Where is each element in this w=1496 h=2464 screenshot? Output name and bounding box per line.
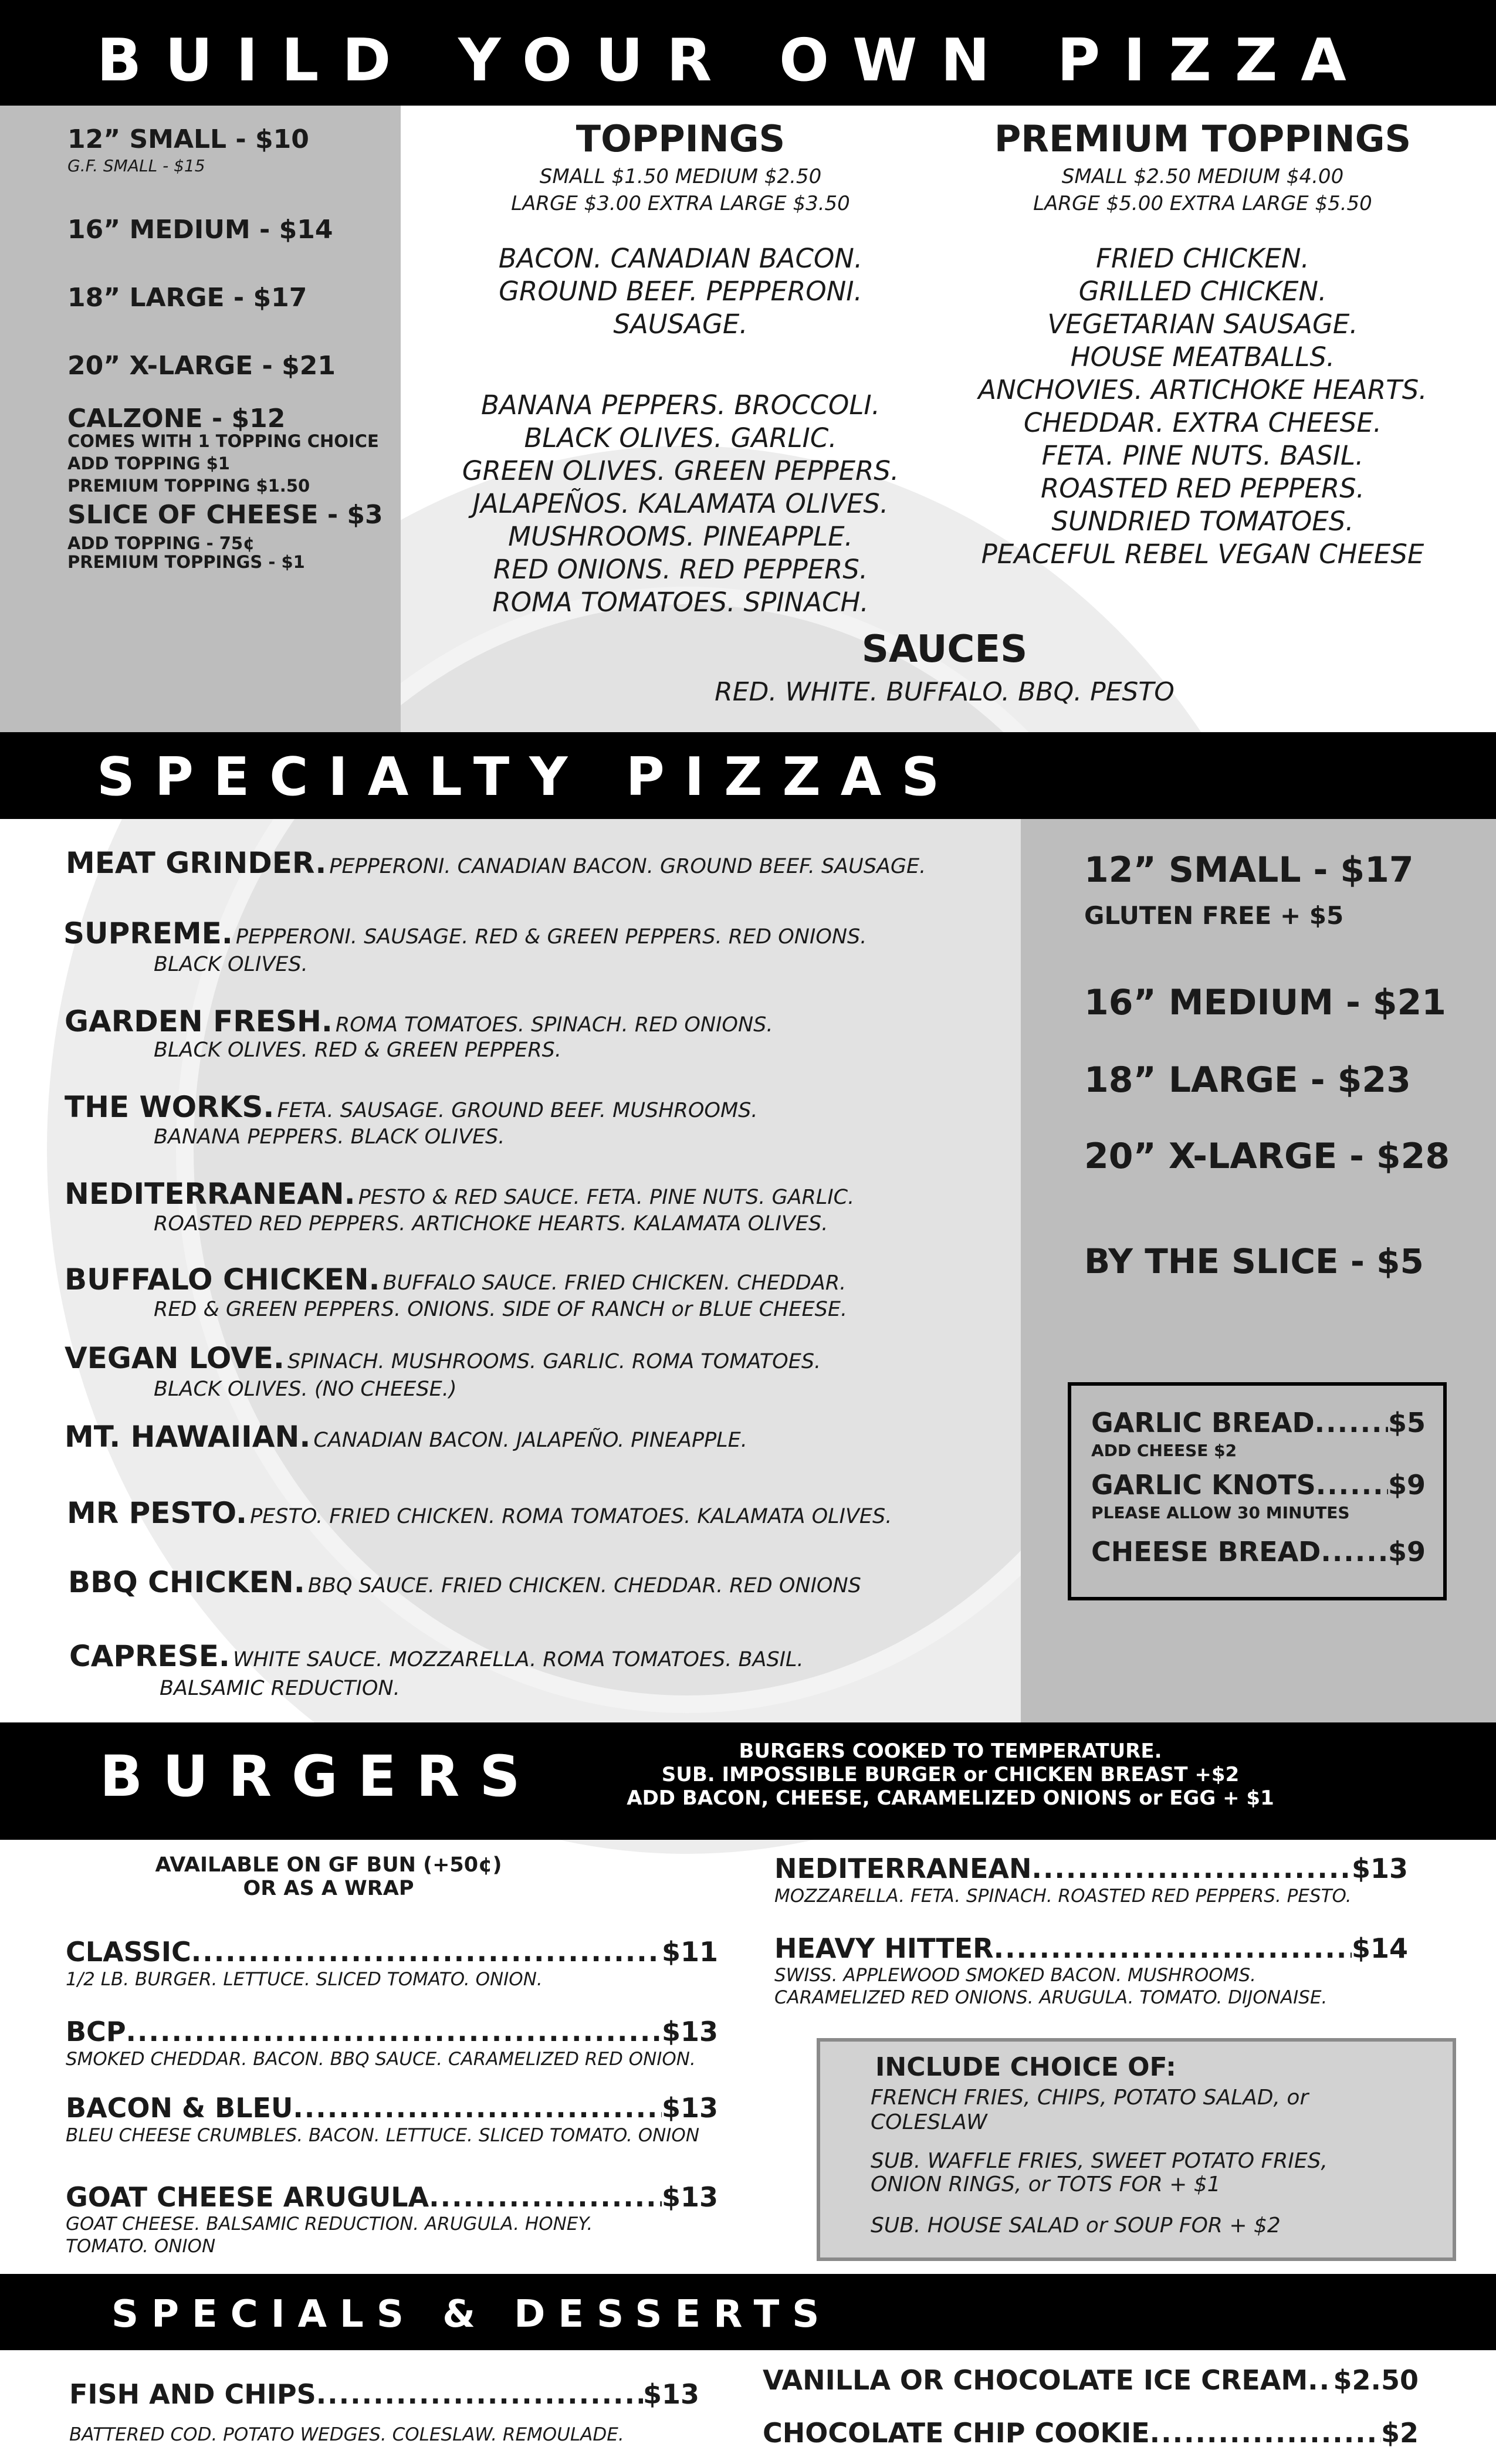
pizza-name: BUFFALO CHICKEN. [65,1263,380,1297]
specialty-pizza [68,1565,861,1599]
pizza-desc-2: BANANA PEPPERS. BLACK OLIVES. [154,1125,505,1149]
burger-item [774,1932,1408,2011]
specialty-price-slice: BY THE SLICE - $5 [1084,1241,1424,1281]
premium-item-line: GRILLED CHICKEN. [1078,276,1327,307]
premium-item-line: SUNDRIED TOMATOES. [1051,506,1354,537]
choice-line: ONION RINGS, or TOTS FOR + $1 [871,2172,1221,2196]
pizza-desc: SPINACH. MUSHROOMS. GARLIC. ROMA TOMATOES. [287,1350,821,1373]
burger-desc: SWISS. APPLEWOOD SMOKED BACON. MUSHROOMS. [774,1965,1256,1986]
topping-veg-line: MUSHROOMS. PINEAPPLE. [508,521,853,552]
side-cheese-bread [1091,1536,1426,1568]
byo-size-small: 12” SMALL - $10 [67,124,309,154]
premium-item-line: VEGETARIAN SAUSAGE. [1047,309,1358,340]
toppings-price-line: LARGE $3.00 EXTRA LARGE $3.50 [511,192,850,215]
burger-title-row [774,1932,1408,1964]
pizza-desc: PEPPERONI. SAUSAGE. RED & GREEN PEPPERS. RED ONIONS. [235,925,867,949]
topping-veg-line: BLACK OLIVES. GARLIC. [524,422,837,453]
pizza-desc: PESTO & RED SAUCE. FETA. PINE NUTS. GARLIC. [358,1186,855,1209]
choice-line: SUB. HOUSE SALAD or SOUP FOR + $2 [871,2213,1281,2238]
toppings-price-line: SMALL $1.50 MEDIUM $2.50 [539,165,822,188]
pizza-desc-2: BALSAMIC REDUCTION. [160,1677,400,1700]
sauces-title: SAUCES [861,628,1028,671]
burger-item [774,1853,1408,1907]
toppings-title: TOPPINGS [576,117,786,160]
sauces-list: RED. WHITE. BUFFALO. BBQ. PESTO [715,677,1175,707]
burger-desc: BLEU CHEESE CRUMBLES. BACON. LETTUCE. SLICED TOMATO. ONION [66,2125,700,2146]
pizza-desc: BBQ SAUCE. FRIED CHICKEN. CHEDDAR. RED ONIONS [307,1574,861,1597]
choice-line: COLESLAW [871,2110,987,2134]
pizza-desc: WHITE SAUCE. MOZZARELLA. ROMA TOMATOES. BASIL. [232,1648,804,1671]
pizza-name: THE WORKS. [65,1090,275,1124]
pizza-desc: ROMA TOMATOES. SPINACH. RED ONIONS. [335,1013,773,1037]
calzone-label: CALZONE - $12 [67,404,286,434]
specialty-title: SPECIALTY PIZZAS [97,746,960,808]
specialty-header-bar [0,732,1496,819]
burger-title-row [66,2016,718,2047]
topping-veg-line: GREEN OLIVES. GREEN PEPPERS. [462,455,899,486]
calzone-note: PREMIUM TOPPING $1.50 [67,476,310,496]
specialty-pizza [65,1004,773,1038]
pizza-name: NEDITERRANEAN. [65,1177,356,1211]
specialty-price-medium: 16” MEDIUM - $21 [1084,982,1446,1023]
pizza-desc-2: ROASTED RED PEPPERS. ARTICHOKE HEARTS. KALAMATA OLIVES. [154,1212,828,1236]
byo-size-small-gf: G.F. SMALL - $15 [67,156,205,175]
burger-item [66,2181,718,2260]
pizza-name: VEGAN LOVE. [65,1341,285,1375]
premium-item-line: FRIED CHICKEN. [1096,243,1309,274]
side-price: $9 [1387,1536,1426,1568]
sides-choice-box [817,2038,1456,2261]
byo-size-xlarge: 20” X-LARGE - $21 [67,351,336,381]
topping-veg-line: BANANA PEPPERS. BROCCOLI. [480,390,881,421]
specialty-pizza [65,1177,854,1211]
specialty-pizza [66,846,926,880]
burger-desc: CARAMELIZED RED ONIONS. ARUGULA. TOMATO. DIJONAISE. [774,1987,1328,2008]
specialty-pizza [67,1496,892,1530]
calzone-note: COMES WITH 1 TOPPING CHOICE [67,431,379,451]
special-price: $13 [642,2378,699,2410]
premium-price-line: SMALL $2.50 MEDIUM $4.00 [1061,165,1344,188]
premium-price-line: LARGE $5.00 EXTRA LARGE $5.50 [1033,192,1372,215]
pizza-name: GARDEN FRESH. [65,1004,333,1038]
burger-title-row [774,1853,1408,1884]
burger-price: $13 [661,2181,718,2213]
pizza-name: CAPRESE. [69,1639,230,1673]
special-fish-and-chips [69,2378,699,2445]
toppings-column [411,117,950,622]
specialty-pizza [63,916,867,950]
special-desc: BATTERED COD. POTATO WEDGES. COLESLAW. REMOULADE. [69,2424,624,2445]
side-name: GARLIC KNOTS [1091,1469,1316,1501]
burgers-title: BURGERS [100,1744,540,1809]
burger-desc: SMOKED CHEDDAR. BACON. BBQ SAUCE. CARAMELIZED RED ONION. [66,2049,696,2070]
side-note: PLEASE ALLOW 30 MINUTES [1091,1503,1350,1522]
pizza-name: SUPREME. [63,916,233,950]
special-title-row [69,2378,699,2410]
side-name: CHEESE BREAD [1091,1536,1321,1568]
byo-title: BUILD YOUR OWN PIZZA [97,26,1370,94]
choice-line: FRENCH FRIES, CHIPS, POTATO SALAD, or [871,2086,1309,2110]
burger-item [66,1936,718,1990]
pizza-desc: PESTO. FRIED CHICKEN. ROMA TOMATOES. KALAMATA OLIVES. [250,1505,892,1528]
burger-name: NEDITERRANEAN [774,1853,1032,1884]
premium-item-line: HOUSE MEATBALLS. [1070,341,1335,373]
burgers-notes [587,1741,1314,1812]
byo-size-medium: 16” MEDIUM - $14 [67,215,333,245]
specialty-pizza [65,1090,757,1124]
burger-price: $14 [1351,1932,1408,1964]
choice-line: SUB. WAFFLE FRIES, SWEET POTATO FRIES, [871,2149,1328,2173]
bun-note-line: OR AS A WRAP [243,1877,414,1900]
sauces-block [587,628,1302,707]
burger-desc: TOMATO. ONION [66,2236,216,2257]
burger-desc: MOZZARELLA. FETA. SPINACH. ROASTED RED PEPPERS. PESTO. [774,1886,1352,1907]
burger-price: $13 [1351,1853,1408,1884]
special-name: FISH AND CHIPS [69,2378,316,2410]
specialty-price-xlarge: 20” X-LARGE - $28 [1084,1136,1450,1177]
burger-price: $13 [661,2016,718,2047]
bun-note [106,1855,551,1902]
premium-item-line: PEACEFUL REBEL VEGAN CHEESE [981,539,1424,570]
burger-name: GOAT CHEESE ARUGULA [66,2181,429,2213]
premium-item-line: CHEDDAR. EXTRA CHEESE. [1023,407,1382,438]
pizza-name: MR PESTO. [67,1496,247,1530]
pizza-name: BBQ CHICKEN. [68,1565,305,1599]
byo-size-large: 18” LARGE - $17 [67,283,307,313]
choice-title: INCLUDE CHOICE OF: [875,2052,1176,2082]
dessert-name: CHOCOLATE CHIP COOKIE [763,2417,1150,2449]
sides-box [1068,1382,1447,1600]
pizza-desc-2: BLACK OLIVES. RED & GREEN PEPPERS. [154,1038,561,1062]
topping-meat-line: SAUSAGE. [613,309,748,340]
burger-name: BACON & BLEU [66,2092,293,2124]
specials-title: SPECIALS & DESSERTS [111,2293,832,2336]
burger-title-row [66,2092,718,2124]
premium-item-line: ROASTED RED PEPPERS. [1041,473,1365,504]
dessert-price: $2.50 [1333,2364,1419,2396]
burger-title-row [66,1936,718,1968]
burger-desc: GOAT CHEESE. BALSAMIC REDUCTION. ARUGULA. HONEY. [66,2213,593,2235]
pizza-name: MT. HAWAIIAN. [65,1420,311,1454]
topping-meat-line: BACON. CANADIAN BACON. [498,243,863,274]
premium-item-line: FETA. PINE NUTS. BASIL. [1041,440,1364,471]
pizza-desc-2: BLACK OLIVES. [154,953,308,976]
burger-price: $11 [661,1936,718,1968]
topping-veg-line: JALAPEÑOS. KALAMATA OLIVES. [472,488,889,519]
specialty-pizza [69,1639,804,1673]
topping-veg-line: ROMA TOMATOES. SPINACH. [492,587,869,618]
side-garlic-knots [1091,1469,1426,1501]
burger-name: HEAVY HITTER [774,1932,994,1964]
specialty-list [0,819,1021,1722]
slice-note: ADD TOPPING - 75¢ [67,533,255,553]
pizza-desc: PEPPERONI. CANADIAN BACON. GROUND BEEF. SAUSAGE. [329,855,926,878]
specialty-gf-note: GLUTEN FREE + $5 [1084,901,1344,930]
dessert-cookie [763,2417,1419,2449]
premium-title: PREMIUM TOPPINGS [994,117,1412,160]
burger-note: SUB. IMPOSSIBLE BURGER or CHICKEN BREAST +$2 [661,1763,1240,1786]
burgers-header-bar [0,1722,1496,1840]
pizza-desc: FETA. SAUSAGE. GROUND BEEF. MUSHROOMS. [277,1099,758,1122]
burger-title-row [66,2181,718,2213]
side-garlic-bread [1091,1407,1426,1439]
slice-label: SLICE OF CHEESE - $3 [67,500,383,530]
specialty-pizza [65,1341,821,1375]
side-price: $5 [1387,1407,1426,1439]
specialty-pizza [65,1263,846,1297]
dessert-ice-cream [763,2364,1419,2396]
pizza-name: MEAT GRINDER. [66,846,327,880]
slice-note: PREMIUM TOPPINGS - $1 [67,552,305,572]
topping-veg-line: RED ONIONS. RED PEPPERS. [493,554,868,585]
specialty-price-panel [1021,819,1496,1722]
burger-note: ADD BACON, CHEESE, CARAMELIZED ONIONS or EGG + $1 [627,1786,1274,1810]
pizza-desc: CANADIAN BACON. JALAPEÑO. PINEAPPLE. [313,1429,747,1452]
burger-name: CLASSIC [66,1936,191,1968]
specialty-price-large: 18” LARGE - $23 [1084,1060,1411,1101]
premium-toppings-column [939,117,1467,574]
calzone-note: ADD TOPPING $1 [67,453,230,473]
pizza-desc: BUFFALO SAUCE. FRIED CHICKEN. CHEDDAR. [383,1271,847,1295]
burger-desc: 1/2 LB. BURGER. LETTUCE. SLICED TOMATO. ONION. [66,1969,543,1990]
topping-meat-line: GROUND BEEF. PEPPERONI. [499,276,862,307]
side-price: $9 [1387,1469,1426,1501]
side-note: ADD CHEESE $2 [1091,1441,1237,1460]
burger-price: $13 [661,2092,718,2124]
dessert-name: VANILLA OR CHOCOLATE ICE CREAM [763,2364,1308,2396]
specials-header-bar [0,2274,1496,2350]
pizza-desc-2: RED & GREEN PEPPERS. ONIONS. SIDE OF RANCH or BLUE CHEESE. [154,1298,848,1321]
byo-header-bar [0,0,1496,106]
side-name: GARLIC BREAD [1091,1407,1315,1439]
burger-item [66,2092,718,2146]
bun-note-line: AVAILABLE ON GF BUN (+50¢) [155,1853,502,1877]
burger-note: BURGERS COOKED TO TEMPERATURE. [739,1739,1162,1763]
premium-item-line: ANCHOVIES. ARTICHOKE HEARTS. [978,374,1427,405]
burger-name: BCP [66,2016,126,2047]
burger-item [66,2016,718,2070]
byo-sizes-panel [0,106,401,732]
specialty-pizza [65,1420,747,1454]
dessert-price: $2 [1380,2417,1419,2449]
specialty-price-small: 12” SMALL - $17 [1084,849,1414,891]
pizza-desc-2: BLACK OLIVES. (NO CHEESE.) [154,1377,457,1401]
